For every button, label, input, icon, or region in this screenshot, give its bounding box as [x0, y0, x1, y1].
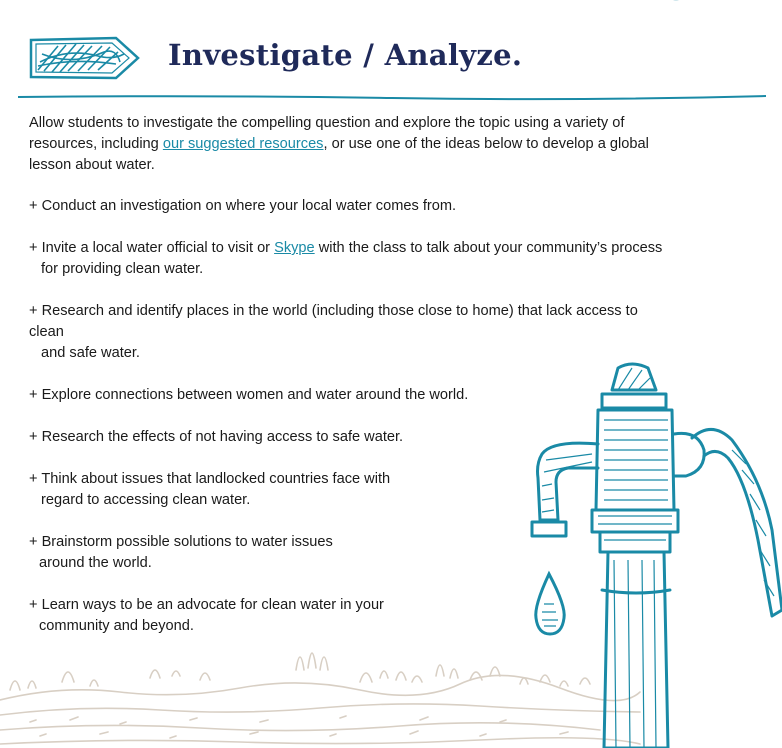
- list-item: [29, 196, 669, 217]
- list-item-text: + Learn ways to be an advocate for clean water in your: [29, 597, 384, 613]
- list-item-text-continued: for providing clean water.: [41, 261, 204, 277]
- list-item-text: + Research the effects of not having access to safe water.: [29, 429, 404, 445]
- skype-link[interactable]: Skype: [274, 240, 315, 256]
- arrow-banner-icon: [28, 34, 140, 82]
- water-pump-illustration: [442, 360, 782, 748]
- corner-decoration: [668, 0, 684, 4]
- list-item-text-end: with the class to talk about your community’s process: [314, 240, 663, 256]
- intro-text: Allow students to investigate the compelling question and explore the topic using a variety of resources, including: [29, 115, 625, 152]
- list-item-text-continued: community and beyond.: [39, 618, 194, 634]
- water-drop-icon: [536, 574, 564, 634]
- list-item-text-continued: around the world.: [39, 555, 152, 571]
- intro-text-end: , or use one of the ideas below to develop a global lesson about water.: [29, 136, 649, 173]
- list-item-text: + Invite a local water official to visit or: [29, 240, 275, 256]
- suggested-resources-link[interactable]: our suggested resources: [162, 136, 324, 152]
- header-divider: [18, 93, 766, 101]
- list-item-text: + Think about issues that landlocked countries face with: [29, 471, 391, 487]
- list-item-text: + Research and identify places in the world (including those close to home) that lack access to clean: [29, 303, 638, 340]
- list-item-text-continued: regard to accessing clean water.: [41, 492, 251, 508]
- list-item-text-continued: and safe water.: [41, 345, 140, 361]
- list-item: [29, 301, 669, 364]
- list-item: [29, 238, 669, 280]
- intro-paragraph: [29, 113, 669, 176]
- list-item-text: + Explore connections between women and water around the world.: [29, 387, 469, 403]
- list-item-text: + Conduct an investigation on where your local water comes from.: [29, 198, 457, 214]
- page-title: Investigate / Analyze.: [168, 38, 523, 72]
- list-item-text: + Brainstorm possible solutions to water issues: [29, 534, 333, 550]
